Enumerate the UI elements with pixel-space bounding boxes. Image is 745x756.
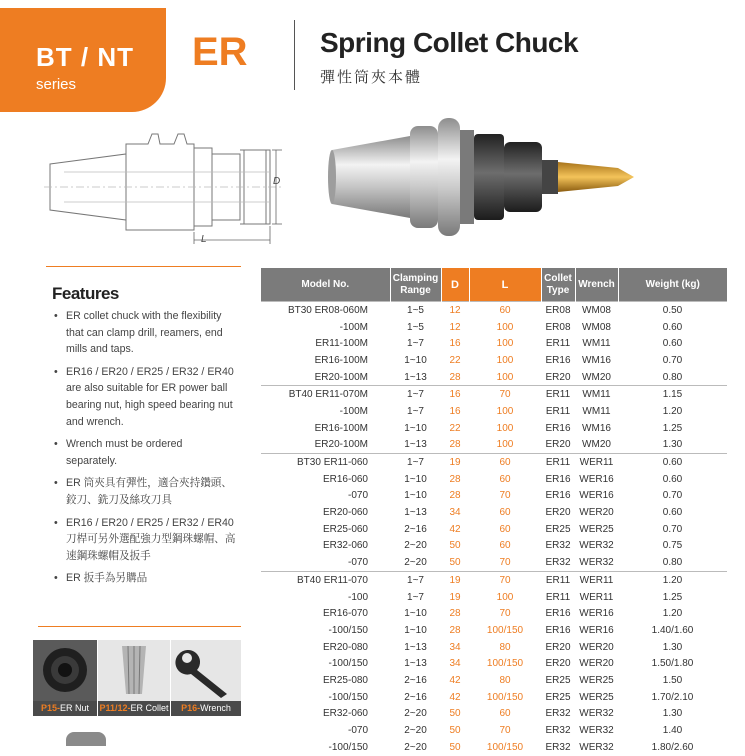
cell-model	[261, 403, 390, 420]
cell-d: 28	[449, 624, 461, 636]
cell-weight: 1.70/2.10	[651, 691, 694, 703]
cell-range: 1~13	[404, 641, 427, 653]
cell-d: 34	[449, 658, 461, 670]
cell-weight: 1.30	[662, 439, 683, 451]
table-row	[261, 639, 727, 656]
cell-weight: 0.70	[662, 490, 683, 502]
cell-collet: ER16	[545, 354, 571, 366]
col-l: L	[469, 268, 541, 302]
col-clamping-range: Clamping Range	[390, 268, 441, 302]
cell-range: 1~10	[404, 490, 427, 502]
cell-wrench: WER16	[579, 490, 614, 502]
cell-range: 1~7	[407, 591, 424, 603]
accessory-caption: P15-ER Nut	[33, 701, 97, 716]
cell-range: 2~20	[404, 557, 427, 569]
model-number: ER16-070	[322, 608, 368, 620]
cell-collet: ER20	[545, 371, 571, 383]
cell-l: 100	[496, 439, 514, 451]
cell-d: 12	[449, 321, 461, 333]
cell-weight: 0.50	[618, 302, 727, 319]
cell-weight: 0.60	[662, 507, 683, 519]
accessory-caption: P11/12-ER Collet	[98, 701, 170, 716]
feature-item: • Wrench must be ordered separately.	[54, 436, 236, 469]
model-number: ER25-080	[322, 674, 368, 686]
cell-weight: 0.70	[662, 354, 683, 366]
cell-d: 34	[449, 641, 461, 653]
cell-collet: ER32	[545, 557, 571, 569]
table-row	[261, 420, 727, 437]
cell-model	[261, 706, 390, 723]
model-number: -100	[347, 591, 368, 603]
cell-weight: 0.60	[662, 321, 683, 333]
cell-wrench: WER11	[575, 572, 618, 589]
feature-item: • ER 筒夾具有彈性，適合夾持鑽頭、鉸刀、銑刀及絲攻刀具	[54, 475, 236, 508]
cell-d: 19	[441, 454, 469, 471]
dim-d-label: D	[273, 176, 281, 187]
accessory-wrench[interactable]	[171, 640, 241, 716]
cell-collet: ER16	[545, 473, 571, 485]
cell-d: 22	[449, 422, 461, 434]
cell-collet: ER11	[545, 591, 571, 603]
cell-collet: ER25	[545, 674, 571, 686]
model-number: ER16-060	[322, 473, 368, 485]
model-number: -100/150	[328, 624, 368, 636]
cell-d: 50	[449, 557, 461, 569]
model-number: ER20-080	[322, 641, 368, 653]
cell-l: 100	[496, 371, 514, 383]
cell-model	[261, 521, 390, 538]
cell-collet: ER11	[541, 572, 575, 589]
cell-weight: 0.75	[662, 540, 683, 552]
cell-l: 100	[496, 321, 514, 333]
model-number: ER20-100M	[314, 439, 368, 451]
accessory-er-collet[interactable]	[98, 640, 170, 716]
series-prefix: BT30	[297, 457, 321, 469]
cell-collet: ER25	[545, 523, 571, 535]
cell-wrench: WM20	[582, 371, 611, 383]
cell-d: 50	[449, 540, 461, 552]
table-row	[261, 437, 727, 454]
cell-wrench: WM16	[582, 354, 611, 366]
table-row	[261, 739, 727, 756]
cell-model	[261, 655, 390, 672]
model-number: ER32-060	[322, 540, 368, 552]
cell-wrench: WER16	[579, 608, 614, 620]
cell-collet: ER25	[545, 691, 571, 703]
cell-wrench: WER25	[579, 691, 614, 703]
table-row	[261, 605, 727, 622]
col-d: D	[441, 268, 469, 302]
cell-wrench: WER20	[579, 507, 614, 519]
cell-collet: ER20	[545, 507, 571, 519]
cell-wrench: WER11	[575, 454, 618, 471]
model-number: ER20-100M	[314, 371, 368, 383]
cell-l: 60	[469, 454, 541, 471]
cell-model	[261, 689, 390, 706]
cell-range: 1~7	[390, 386, 441, 403]
cell-l: 80	[499, 674, 511, 686]
cell-d: 50	[449, 708, 461, 720]
feature-item: • ER collet chuck with the flexibility that can clamp drill, reamers, end mills and taps.	[54, 308, 236, 358]
cell-collet: ER32	[545, 540, 571, 552]
cell-l: 70	[499, 490, 511, 502]
model-number: ER11-070	[323, 574, 368, 586]
cell-collet: ER16	[545, 422, 571, 434]
cell-d: 12	[441, 302, 469, 319]
cell-wrench: WER32	[579, 708, 614, 720]
cell-d: 50	[449, 725, 461, 737]
cell-l: 70	[499, 557, 511, 569]
cell-d: 28	[449, 608, 461, 620]
dim-l-label: L	[201, 234, 207, 245]
table-row	[261, 454, 727, 471]
cell-range: 2~16	[404, 674, 427, 686]
cell-l: 100	[496, 405, 514, 417]
cell-range: 1~10	[404, 624, 427, 636]
cell-collet: ER11	[541, 454, 575, 471]
cell-collet: ER20	[545, 641, 571, 653]
col-collet-type: Collet Type	[541, 268, 575, 302]
table-row	[261, 706, 727, 723]
cell-wrench: WER25	[579, 674, 614, 686]
model-number: -070	[347, 557, 368, 569]
cell-wrench: WER32	[579, 725, 614, 737]
model-number: ER32-060	[322, 708, 368, 720]
cell-collet: ER16	[545, 608, 571, 620]
cell-l: 70	[499, 725, 511, 737]
wrench-icon	[171, 640, 241, 701]
cell-l: 100	[496, 422, 514, 434]
cell-weight: 1.50/1.80	[651, 658, 694, 670]
cell-range: 2~20	[404, 725, 427, 737]
cell-wrench: WER20	[579, 658, 614, 670]
cell-l: 100	[496, 354, 514, 366]
model-number: -070	[347, 725, 368, 737]
cell-collet: ER08	[541, 302, 575, 319]
cell-model	[261, 369, 390, 386]
table-row	[261, 386, 727, 403]
table-row	[261, 672, 727, 689]
cell-weight: 1.40	[662, 725, 683, 737]
model-number: -100/150	[328, 658, 368, 670]
cell-model	[261, 722, 390, 739]
left-divider-bottom	[38, 626, 241, 627]
cell-range: 2~20	[404, 540, 427, 552]
col-wrench: Wrench	[575, 268, 618, 302]
cell-model	[261, 335, 390, 352]
cell-d: 50	[449, 741, 461, 753]
model-number: ER11-060	[323, 457, 368, 469]
series-prefix: BT30	[287, 304, 312, 316]
cell-collet: ER11	[545, 338, 571, 350]
cell-weight: 0.70	[662, 523, 683, 535]
col-model: Model No.	[261, 268, 390, 302]
cell-collet: ER32	[545, 741, 571, 753]
cell-l: 70	[469, 386, 541, 403]
cell-weight: 1.50	[662, 674, 683, 686]
feature-item: • ER16 / ER20 / ER25 / ER32 / ER40 刀桿可另外選配強力型鋼珠螺帽、高速鋼珠螺帽及扳手	[54, 515, 236, 565]
cell-collet: ER32	[545, 708, 571, 720]
cell-d: 22	[449, 354, 461, 366]
cell-wrench: WER11	[579, 591, 614, 603]
cell-range: 1~13	[404, 658, 427, 670]
cell-weight: 1.25	[662, 591, 683, 603]
model-number: ER25-060	[322, 523, 368, 535]
cell-weight: 1.20	[662, 608, 683, 620]
technical-drawing	[44, 126, 294, 248]
cell-range: 1~7	[390, 572, 441, 589]
cell-wrench: WM11	[575, 386, 618, 403]
cell-range: 1~7	[407, 405, 424, 417]
cell-d: 28	[449, 439, 461, 451]
table-row	[261, 622, 727, 639]
cell-range: 2~20	[404, 741, 427, 753]
cell-range: 2~16	[404, 523, 427, 535]
cell-d: 42	[449, 523, 461, 535]
feature-item: • ER 扳手為另購品	[54, 570, 236, 587]
cell-d: 34	[449, 507, 461, 519]
table-row	[261, 572, 727, 589]
col-weight: Weight (kg)	[618, 268, 727, 302]
cell-collet: ER16	[545, 490, 571, 502]
page-subtitle: 彈性筒夾本體	[320, 69, 423, 86]
accessory-caption: P16-Wrench	[171, 701, 241, 716]
cell-collet: ER11	[541, 386, 575, 403]
cell-d: 19	[441, 572, 469, 589]
cell-model	[261, 319, 390, 336]
cell-range: 1~10	[404, 422, 427, 434]
cell-d: 16	[449, 405, 461, 417]
cell-model	[261, 437, 390, 454]
cell-range: 1~5	[407, 321, 424, 333]
cell-wrench: WM11	[582, 338, 611, 350]
cell-wrench: WM08	[582, 321, 611, 333]
next-item-thumbnail	[66, 732, 106, 746]
cell-l: 100/150	[486, 658, 524, 670]
cell-range: 1~13	[404, 507, 427, 519]
series-tab	[0, 8, 166, 112]
cell-l: 60	[499, 507, 511, 519]
model-number: ER11-070M	[315, 389, 368, 401]
cell-model	[261, 672, 390, 689]
cell-wrench: WM08	[575, 302, 618, 319]
series-name: BT / NT	[36, 42, 134, 72]
model-number: ER08-060M	[314, 304, 368, 316]
cell-weight: 1.80/2.60	[651, 741, 694, 753]
spec-table	[261, 268, 727, 756]
cell-range: 2~20	[404, 708, 427, 720]
features-list	[54, 308, 236, 593]
cell-model	[261, 454, 390, 471]
model-number: ER16-100M	[314, 354, 368, 366]
table-row	[261, 538, 727, 555]
cell-weight: 1.15	[618, 386, 727, 403]
cell-range: 1~10	[404, 354, 427, 366]
cell-collet: ER20	[545, 439, 571, 451]
model-number: -100M	[339, 405, 368, 417]
page-title: Spring Collet Chuck	[320, 27, 579, 58]
cell-weight: 0.60	[618, 454, 727, 471]
table-row	[261, 352, 727, 369]
cell-range: 2~16	[404, 691, 427, 703]
table-row	[261, 403, 727, 420]
cell-range: 1~7	[390, 454, 441, 471]
table-row	[261, 589, 727, 606]
cell-weight: 0.80	[662, 557, 683, 569]
cell-weight: 1.20	[662, 405, 683, 417]
cell-model	[261, 352, 390, 369]
cell-model	[261, 589, 390, 606]
cell-range: 1~7	[407, 338, 424, 350]
table-row	[261, 554, 727, 571]
cell-model	[261, 639, 390, 656]
cell-model	[261, 622, 390, 639]
cell-wrench: WER16	[579, 473, 614, 485]
table-row	[261, 722, 727, 739]
cell-range: 1~13	[404, 371, 427, 383]
cell-weight: 1.25	[662, 422, 683, 434]
cell-d: 42	[449, 691, 461, 703]
cell-range: 1~10	[404, 473, 427, 485]
cell-weight: 1.30	[662, 708, 683, 720]
table-header-row	[261, 268, 727, 302]
cell-model	[261, 538, 390, 555]
cell-wrench: WER25	[579, 523, 614, 535]
cell-l: 100/150	[486, 624, 524, 636]
cell-wrench: WER20	[579, 641, 614, 653]
cell-l: 60	[499, 708, 511, 720]
cell-range: 1~13	[404, 439, 427, 451]
cell-wrench: WER32	[579, 741, 614, 753]
model-number: -070	[347, 490, 368, 502]
cell-model	[261, 739, 390, 756]
cell-l: 100/150	[486, 691, 524, 703]
cell-collet: ER11	[545, 405, 571, 417]
cell-l: 100/150	[486, 741, 524, 753]
cell-d: 19	[449, 591, 461, 603]
cell-range: 1~10	[404, 608, 427, 620]
er-nut-icon	[33, 640, 97, 701]
cell-model	[261, 554, 390, 571]
table-row	[261, 488, 727, 505]
accessory-er-nut[interactable]	[33, 640, 97, 716]
cell-d: 28	[449, 490, 461, 502]
product-code: ER	[192, 30, 248, 74]
model-number: ER11-100M	[315, 338, 368, 350]
cell-d: 28	[449, 371, 461, 383]
cell-l: 80	[499, 641, 511, 653]
cell-model	[261, 386, 390, 403]
cell-weight: 1.20	[618, 572, 727, 589]
cell-weight: 0.80	[662, 371, 683, 383]
cell-collet: ER08	[545, 321, 571, 333]
table-row	[261, 521, 727, 538]
table-row	[261, 319, 727, 336]
table-row	[261, 471, 727, 488]
cell-wrench: WM11	[582, 405, 611, 417]
model-number: ER16-100M	[314, 422, 368, 434]
cell-wrench: WM20	[582, 439, 611, 451]
cell-model	[261, 504, 390, 521]
cell-l: 100	[496, 591, 514, 603]
cell-weight: 0.60	[662, 473, 683, 485]
cell-model	[261, 605, 390, 622]
table-row	[261, 369, 727, 386]
table-row	[261, 335, 727, 352]
table-row	[261, 689, 727, 706]
cell-wrench: WER32	[579, 557, 614, 569]
series-label: series	[36, 76, 77, 93]
cell-wrench: WM16	[582, 422, 611, 434]
cell-l: 100	[496, 338, 514, 350]
series-prefix: BT40	[288, 389, 313, 401]
product-photo	[328, 112, 648, 242]
cell-l: 70	[469, 572, 541, 589]
cell-d: 28	[449, 473, 461, 485]
header-divider	[294, 20, 295, 90]
table-row	[261, 655, 727, 672]
table-row	[261, 302, 727, 319]
cell-model	[261, 471, 390, 488]
er-collet-icon	[98, 640, 170, 701]
cell-weight: 1.40/1.60	[651, 624, 694, 636]
cell-weight: 0.60	[662, 338, 683, 350]
cell-collet: ER20	[545, 658, 571, 670]
feature-item: • ER16 / ER20 / ER25 / ER32 / ER40 are also suitable for ER power ball bearing nut, high speed bearing nut and wrench.	[54, 364, 236, 430]
cell-range: 1~5	[390, 302, 441, 319]
cell-d: 16	[441, 386, 469, 403]
cell-model	[261, 572, 390, 589]
cell-l: 60	[499, 473, 511, 485]
features-title: Features	[52, 284, 119, 303]
cell-model	[261, 420, 390, 437]
cell-model	[261, 488, 390, 505]
cell-model	[261, 302, 390, 319]
cell-collet: ER32	[545, 725, 571, 737]
left-divider	[46, 266, 241, 267]
cell-wrench: WER32	[579, 540, 614, 552]
table-row	[261, 504, 727, 521]
cell-wrench: WER16	[579, 624, 614, 636]
cell-l: 60	[499, 523, 511, 535]
model-number: -100/150	[328, 741, 368, 753]
cell-l: 60	[469, 302, 541, 319]
cell-d: 16	[449, 338, 461, 350]
cell-l: 60	[499, 540, 511, 552]
model-number: -100M	[339, 321, 368, 333]
cell-collet: ER16	[545, 624, 571, 636]
cell-d: 42	[449, 674, 461, 686]
cell-weight: 1.30	[662, 641, 683, 653]
series-prefix: BT40	[297, 574, 321, 586]
model-number: ER20-060	[322, 507, 368, 519]
cell-l: 70	[499, 608, 511, 620]
model-number: -100/150	[328, 691, 368, 703]
